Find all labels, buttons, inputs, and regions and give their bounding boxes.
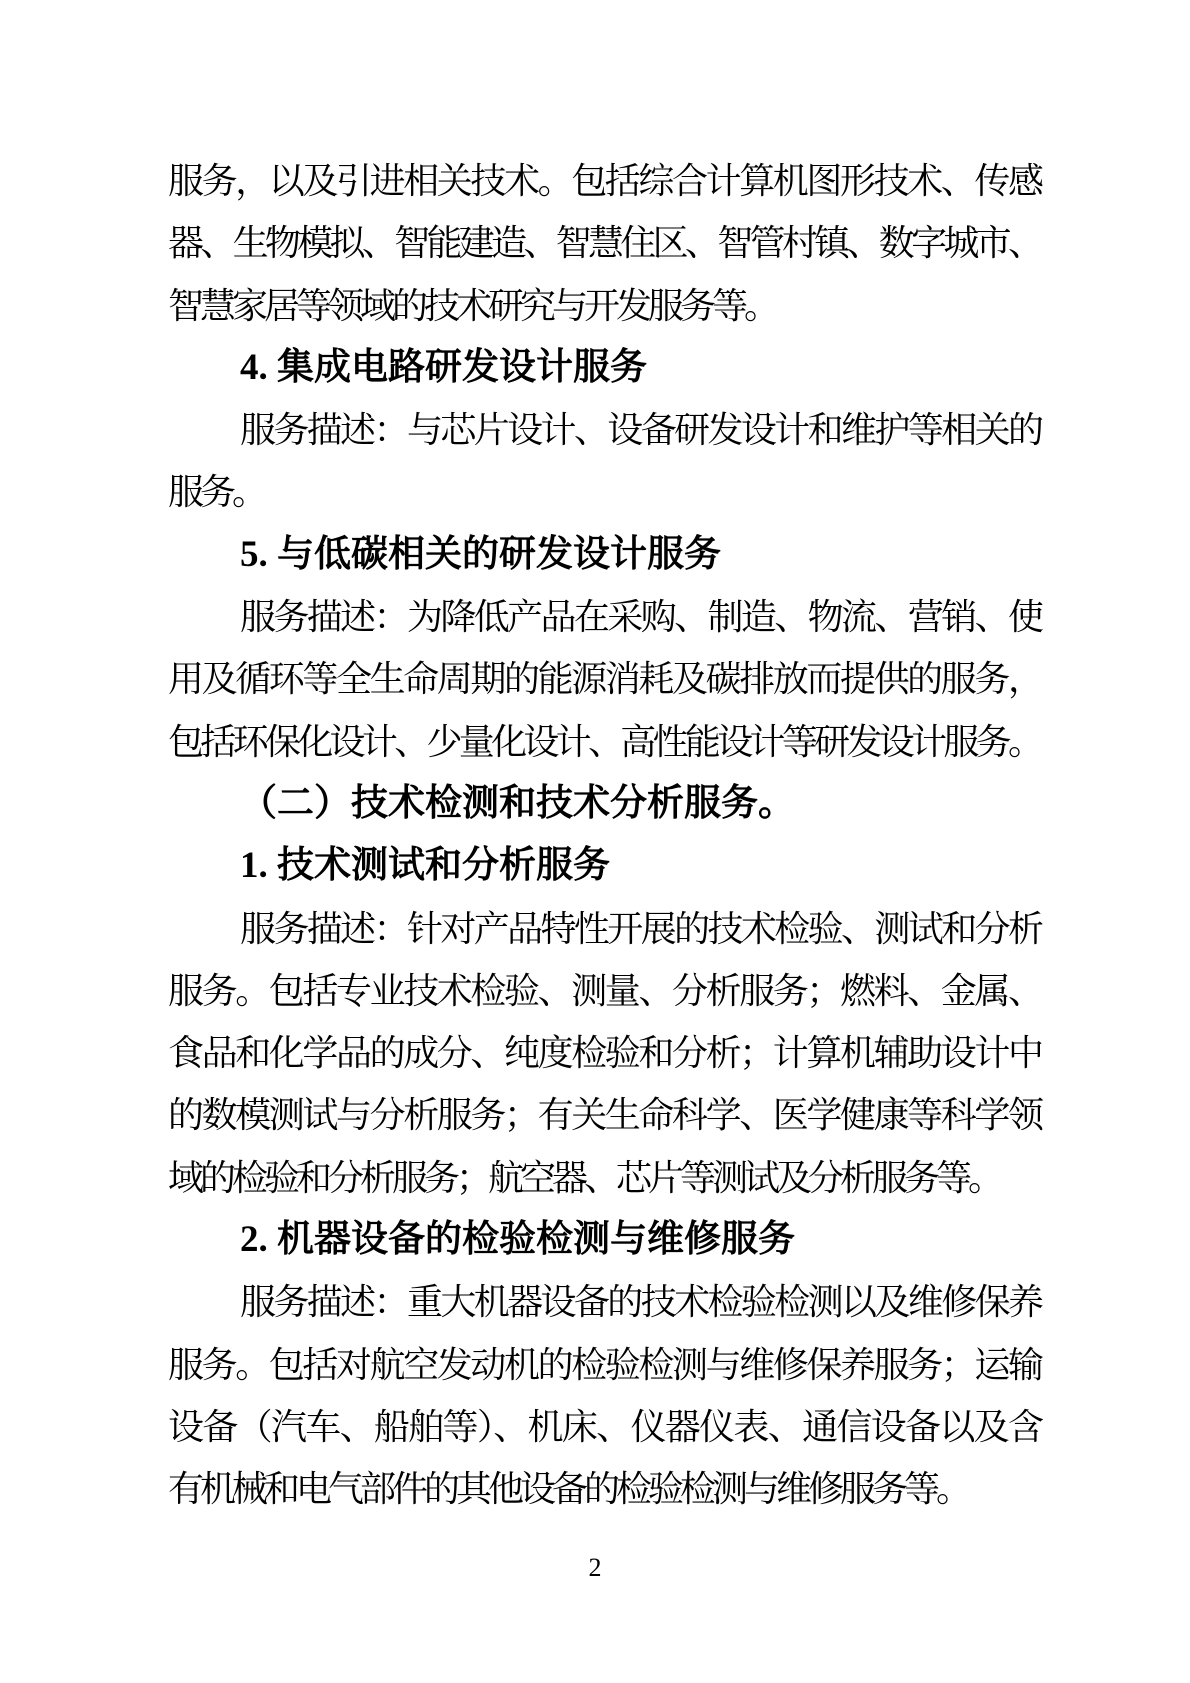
section-heading: 4. 集成电路研发设计服务 [240,346,647,388]
text-line: 服务，以及引进相关技术。包括综合计算机图形技术、传感 [168,161,1040,201]
text-line: 用及循环等全生命周期的能源消耗及碳排放而提供的服务， [168,659,1040,700]
text-line: 智慧家居等领域的技术研究与开发服务等。 [168,285,777,326]
text-line: 服务。包括专业技术检验、测量、分析服务；燃料、金属、 [168,970,1040,1011]
text-line: 服务描述：重大机器设备的技术检验检测以及维修保养 [240,1282,1040,1323]
page-footer [0,1553,1190,1583]
text-line: 器、生物模拟、智能建造、智慧住区、智管村镇、数字城市、 [168,223,1040,264]
page-number: 2 [588,1553,602,1582]
text-line: 域的检验和分析服务；航空器、芯片等测试及分析服务等。 [168,1157,1001,1198]
document-body [168,150,1040,1521]
text-line: 服务描述：针对产品特性开展的技术检验、测试和分析 [240,908,1040,949]
section-heading: 5. 与低碳相关的研发设计服务 [240,533,721,575]
text-line: 包括环保化设计、少量化设计、高性能设计等研发设计服务。 [168,721,1040,762]
text-line: 服务描述：为降低产品在采购、制造、物流、营销、使 [240,597,1040,638]
section-heading: 1. 技术测试和分析服务 [240,845,610,887]
section-heading: 2. 机器设备的检验检测与维修服务 [240,1219,795,1261]
text-line: 服务。包括对航空发动机的检验检测与维修保养服务；运输 [168,1344,1040,1385]
text-line: 食品和化学品的成分、纯度检验和分析；计算机辅助设计中 [168,1033,1040,1074]
section-heading: （二）技术检测和技术分析服务。 [240,782,795,824]
text-line: 服务描述：与芯片设计、设备研发设计和维护等相关的 [240,410,1040,451]
text-line: 有机械和电气部件的其他设备的检验检测与维修服务等。 [168,1469,969,1510]
text-line: 服务。 [168,472,265,513]
text-line: 设备（汽车、船舶等）、机床、仪器仪表、通信设备以及含 [168,1406,1040,1447]
text-line: 的数模测试与分析服务；有关生命科学、医学健康等科学领 [168,1095,1040,1136]
